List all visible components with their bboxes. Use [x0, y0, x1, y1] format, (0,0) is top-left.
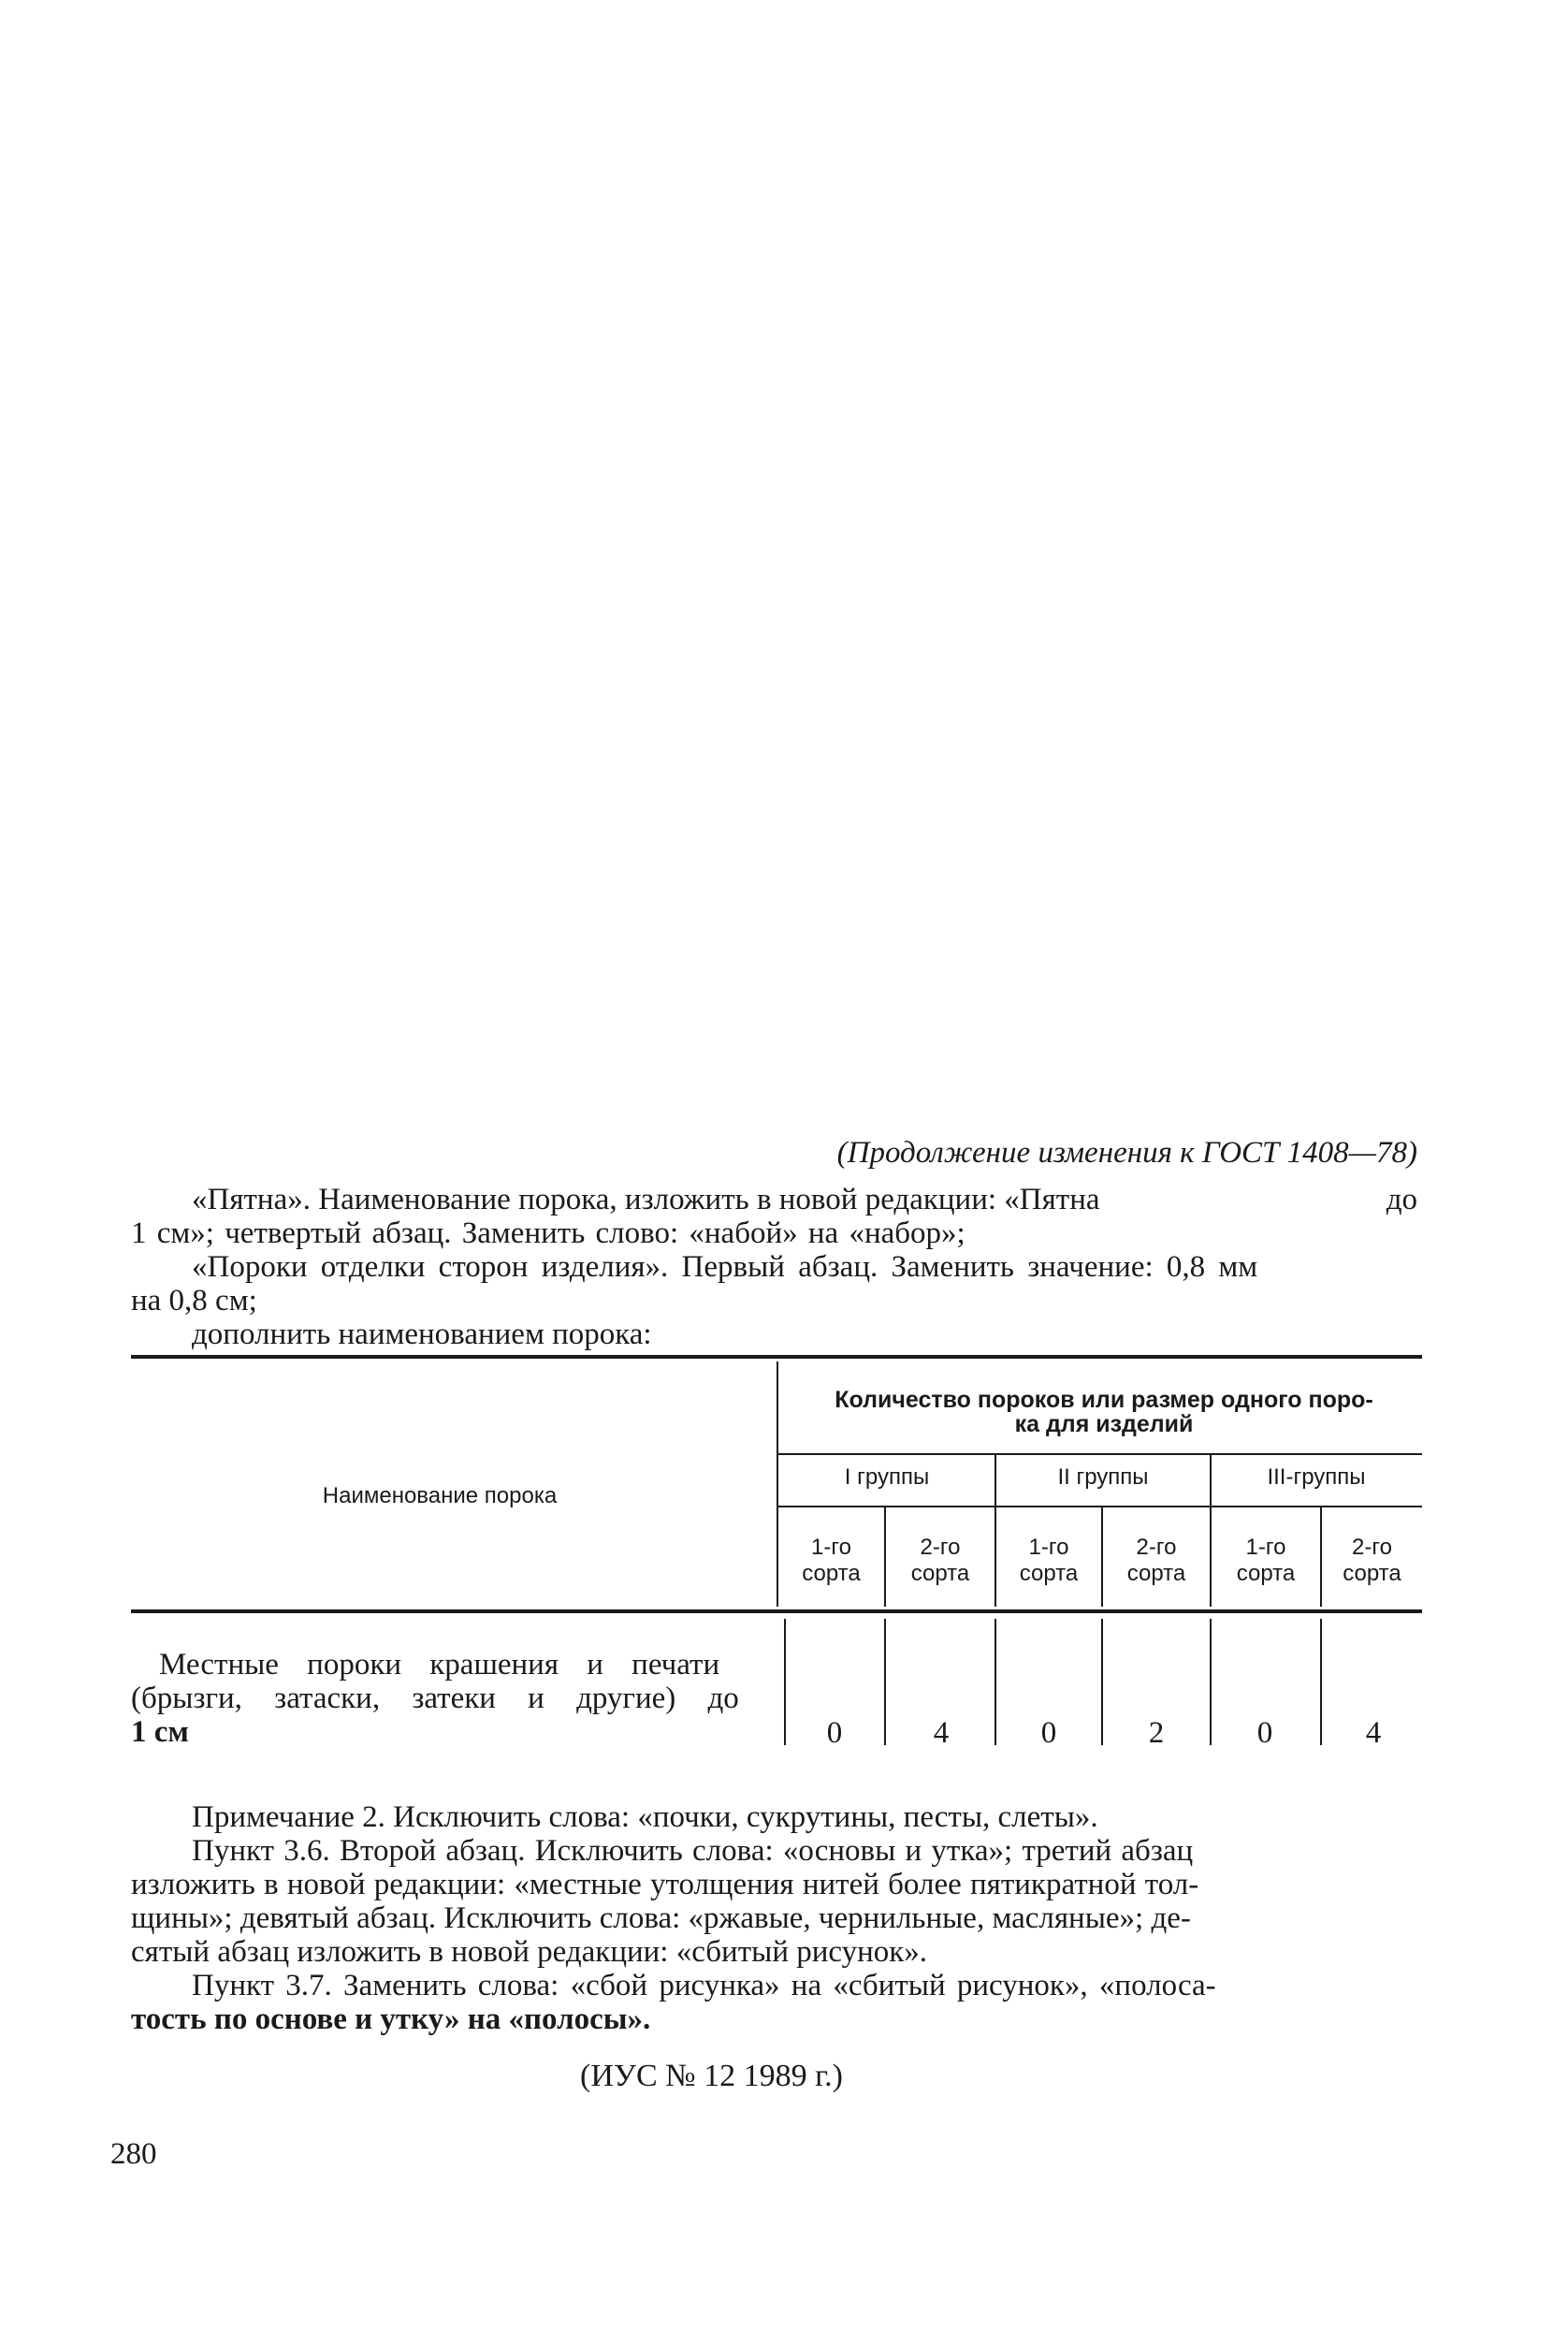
sort-label: 2-го сорта	[1126, 1535, 1186, 1586]
paragraph-line: щины»; девятый абзац. Исключить слова: «ржавые, чернильные, масляные»; де-	[131, 1901, 1191, 1935]
table-divider	[1210, 1619, 1212, 1745]
paragraph-line: Примечание 2. Исключить слова: «почки, сукрутины, песты, слеты».	[192, 1800, 1098, 1834]
table-divider	[1101, 1619, 1103, 1745]
group-3-label: III-группы	[1267, 1464, 1366, 1490]
row-name-line2: (брызги, затаски, затеки и другие) до	[131, 1682, 739, 1715]
row-name-line1: Местные пороки крашения и печати	[159, 1648, 720, 1682]
paragraph-line: Пункт 3.7. Заменить слова: «сбой рисунка» на «сбитый рисунок», «полоса-	[192, 1969, 1216, 2002]
sort-rule	[778, 1506, 1422, 1507]
sort-label: 1-го сорта	[1236, 1535, 1296, 1586]
sort-label: 2-го сорта	[910, 1535, 970, 1586]
col-name-header: Наименование порока	[322, 1483, 558, 1508]
paragraph-text-end: до	[1386, 1183, 1417, 1216]
table-cell: 0	[1256, 1716, 1273, 1750]
page-number: 280	[110, 2137, 157, 2171]
table-divider	[884, 1619, 886, 1745]
paragraph-line	[192, 1184, 1417, 1216]
group-header-line1: Количество пороков или размер одного поро-	[835, 1387, 1373, 1413]
table-cell: 4	[1365, 1716, 1382, 1750]
table-top-rule	[131, 1355, 1422, 1359]
source-note: (ИУС № 12 1989 г.)	[580, 2059, 843, 2093]
group-header-line2: ка для изделий	[1014, 1411, 1194, 1437]
table-divider	[1320, 1619, 1322, 1745]
paragraph-line: «Пороки отделки сторон изделия». Первый абзац. Заменить значение: 0,8 мм	[192, 1250, 1258, 1284]
paragraph-line: сятый абзац изложить в новой редакции: «сбитый рисунок».	[131, 1935, 928, 1969]
group-1-label: I группы	[844, 1464, 930, 1490]
paragraph-line: изложить в новой редакции: «местные утолщения нитей более пятикратной тол-	[131, 1868, 1199, 1901]
paragraph-line: на 0,8 см;	[131, 1284, 257, 1318]
paragraph-line: 1 см»; четвертый абзац. Заменить слово: «набой» на «набор»;	[131, 1216, 965, 1250]
row-name-line3: 1 см	[131, 1715, 189, 1749]
sort-label: 1-го сорта	[1019, 1535, 1079, 1586]
sort-label: 1-го сорта	[802, 1535, 861, 1586]
paragraph-line: дополнить наименованием порока:	[192, 1318, 652, 1351]
paragraph-text: «Пятна». Наименование порока, изложить в новой редакции: «Пятна	[192, 1183, 1100, 1216]
table-cell: 4	[933, 1716, 950, 1750]
table-cell: 0	[826, 1716, 843, 1750]
table-divider	[995, 1619, 996, 1745]
continuation-header: (Продолжение изменения к ГОСТ 1408—78)	[836, 1136, 1417, 1170]
group-rule	[778, 1453, 1422, 1455]
table-divider	[784, 1619, 786, 1745]
table-cell: 2	[1148, 1716, 1165, 1750]
sort-label: 2-го сорта	[1343, 1535, 1401, 1586]
paragraph-line: Пункт 3.6. Второй абзац. Исключить слова: «основы и утка»; третий абзац	[192, 1834, 1194, 1868]
group-2-label: II группы	[1057, 1464, 1149, 1490]
paragraph-line: тость по основе и утку» на «полосы».	[131, 2002, 651, 2036]
table-cell: 0	[1040, 1716, 1057, 1750]
header-bottom-rule	[131, 1609, 1422, 1613]
